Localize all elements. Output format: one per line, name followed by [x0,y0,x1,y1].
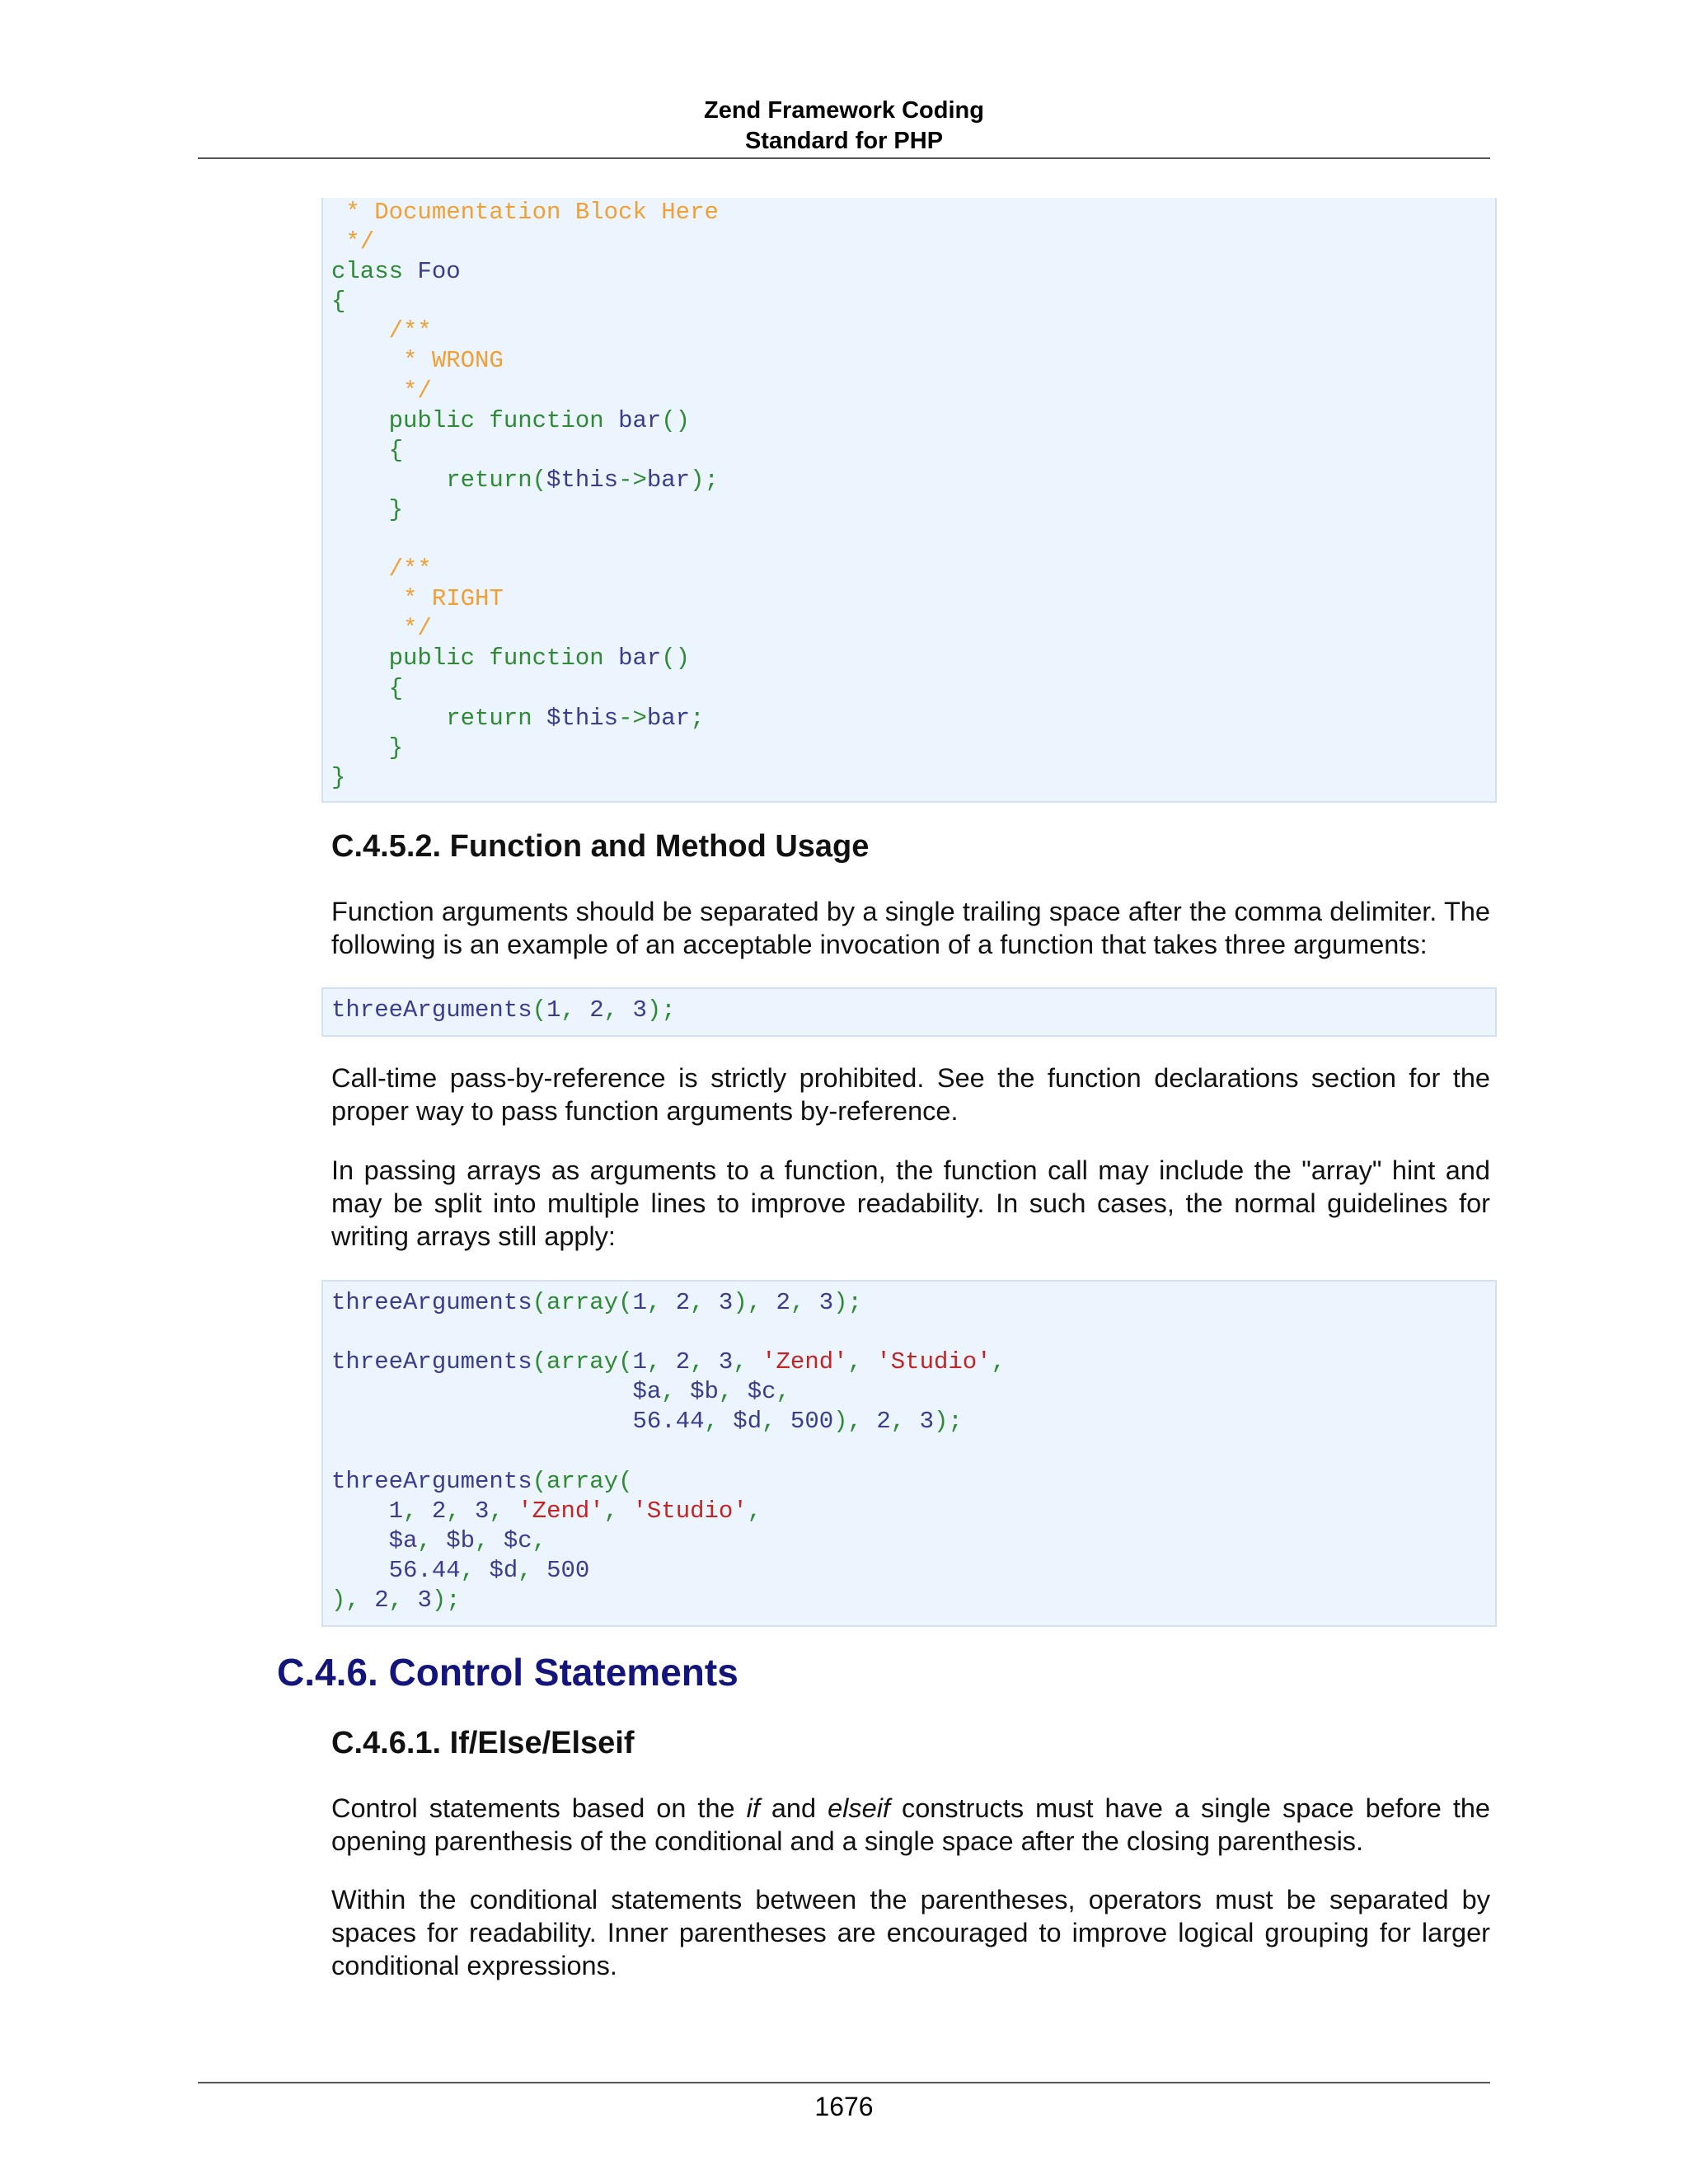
page-number: 1676 [814,2092,874,2121]
code-token: () [661,644,691,673]
code-token: 1 [632,1289,647,1316]
code-token: 56.44 [331,1556,461,1584]
code-token: ), [833,1408,877,1436]
code-token: -> [618,704,647,732]
code-token: ( [532,466,547,494]
code-token: 1 [546,996,561,1024]
header-rule [198,157,1490,159]
text-run: and [759,1793,828,1823]
code-token: , [690,1289,719,1316]
code-token: ( [532,1467,547,1495]
code-token: $a [331,1378,662,1406]
code-block-array-arguments [321,1280,1497,1627]
code-token: public function [331,406,619,434]
section-heading-control-statements: C.4.6. Control Statements [277,1651,738,1694]
text-run: constructs must have a single space before the opening parenthesis of the conditional and a single space after the closing parenthesis. [331,1793,1491,1856]
code-token: $c [747,1378,776,1406]
code-token: , [690,1348,719,1376]
code-token: , [388,1586,418,1614]
code-token: * RIGHT [331,585,504,613]
code-token: , [417,1526,447,1554]
code-block-three-arguments [321,987,1497,1037]
code-block-class-foo [321,198,1497,803]
code-token: threeArguments [331,1289,532,1316]
section-heading-if-else-elseif: C.4.6.1. If/Else/Elseif [331,1726,635,1760]
paragraph-conditional-operators: Within the conditional statements between the parentheses, operators must be separated by spaces for readability. Inner parentheses are encouraged to improve logical grouping for larger conditional expressions. [331,1885,1490,1980]
code-token: , [475,1526,504,1554]
code-token: , [704,1408,734,1436]
code-token: */ [331,615,432,643]
code-token: Foo [417,258,461,286]
code-token: () [661,406,691,434]
code-token: array [546,1289,619,1316]
code-token: 3 [718,1289,734,1316]
code-token: ( [618,1348,633,1376]
code-token: $b [446,1526,476,1554]
code-token: , [489,1497,518,1525]
code-token: , [460,1556,490,1584]
code-token: , [790,1289,819,1316]
code-token: , [890,1408,920,1436]
code-listing [323,1282,1495,1615]
code-token: array [546,1467,619,1495]
header-title-line-1: Zend Framework Coding [704,97,984,124]
code-token: threeArguments [331,996,532,1024]
code-token: 3 [919,1408,934,1436]
code-token: , [847,1348,877,1376]
code-token: , [560,996,590,1024]
code-token: , [718,1378,748,1406]
code-token: ); [690,466,719,494]
code-token: 500 [546,1556,590,1584]
code-token: return [331,466,532,494]
code-listing [323,989,1495,1025]
code-token: -> [618,466,647,494]
code-token: 500 [790,1408,834,1436]
code-token: ( [532,1348,547,1376]
paragraph-passing-arrays: In passing arrays as arguments to a function, the function call may include the "array" hint and may be split into multiple lines to improve readability. In such cases, the normal guidelines for writing arrays still apply: [331,1155,1490,1251]
code-token: , [532,1526,547,1554]
code-token: * WRONG [331,347,504,375]
code-token: class [331,258,418,286]
code-token: , [518,1556,547,1584]
code-token: 1 [331,1497,404,1525]
code-token: ), [331,1586,375,1614]
code-token: $a [331,1526,418,1554]
code-token: array [546,1348,619,1376]
code-token: 2 [374,1586,389,1614]
paragraph-control-statements-spacing [331,1792,1490,1858]
code-token: $d [489,1556,518,1584]
code-token: 3 [475,1497,490,1525]
code-token: /** [331,317,432,345]
code-token: , [646,1289,676,1316]
code-token: 2 [589,996,604,1024]
code-token: } [331,733,404,762]
code-token: 'Studio' [876,1348,992,1376]
code-token: threeArguments [331,1467,532,1495]
code-token: 2 [876,1408,891,1436]
code-token: , [733,1348,762,1376]
code-token: { [331,436,404,464]
text-run: Control statements based on the [331,1793,747,1823]
code-token: , [991,1348,1006,1376]
code-token: bar [618,644,662,673]
code-token: $b [690,1378,719,1406]
code-token: 'Zend' [762,1348,848,1376]
code-token: public function [331,644,619,673]
code-token: ); [646,996,676,1024]
footer-rule [198,2082,1490,2083]
code-token: 3 [417,1586,432,1614]
paragraph-function-arguments: Function arguments should be separated by a single trailing space after the comma delimiter. The following is an example of an acceptable invocation of a function that takes three arguments: [331,897,1490,959]
code-token: /** [331,555,432,583]
code-token: 1 [632,1348,647,1376]
code-token: { [331,674,404,702]
code-token: 2 [776,1289,790,1316]
code-token: ); [431,1586,461,1614]
running-header [198,96,1490,157]
code-token: bar [646,466,691,494]
code-token: ); [833,1289,862,1316]
code-token: $c [503,1526,532,1554]
code-token: ( [532,1289,547,1316]
code-token: $this [546,704,619,732]
code-token: ); [933,1408,963,1436]
code-token: 2 [675,1348,691,1376]
code-token: { [331,288,346,316]
code-token: , [747,1497,762,1525]
code-token: 'Zend' [518,1497,604,1525]
code-token: , [603,1497,633,1525]
code-token: ( [618,1467,633,1495]
code-token: bar [618,406,662,434]
section-heading-function-method-usage: C.4.5.2. Function and Method Usage [331,829,870,864]
code-token: 2 [431,1497,447,1525]
code-token: return [331,704,547,732]
code-token: 3 [632,996,647,1024]
code-token: 2 [675,1289,691,1316]
code-token: 3 [718,1348,734,1376]
code-listing [323,198,1495,793]
code-token: $d [733,1408,762,1436]
code-token: , [646,1348,676,1376]
code-token: , [776,1378,790,1406]
code-token: , [446,1497,476,1525]
code-token: */ [331,377,432,405]
code-token: threeArguments [331,1348,532,1376]
code-token: ( [532,996,547,1024]
code-token: , [603,996,633,1024]
code-token: * Documentation Block Here [331,199,719,226]
code-token: */ [331,228,375,256]
code-token: ( [618,1289,633,1316]
emphasis-elseif: elseif [828,1793,890,1823]
code-token: , [762,1408,790,1436]
code-token: } [331,763,346,791]
code-token: 56.44 [331,1408,705,1436]
code-token: 'Studio' [632,1497,748,1525]
emphasis-if: if [746,1793,760,1823]
code-token: bar [646,704,691,732]
code-token: $this [546,466,619,494]
header-title-line-2: Standard for PHP [744,128,944,154]
paragraph-pass-by-reference: Call-time pass-by-reference is strictly prohibited. See the function declarations section for the proper way to pass function arguments by-reference. [331,1063,1490,1126]
code-token: ; [690,704,705,732]
code-token: , [661,1378,691,1406]
code-token: } [331,495,404,523]
code-token: , [403,1497,432,1525]
code-token: 3 [818,1289,834,1316]
code-token: ), [733,1289,776,1316]
